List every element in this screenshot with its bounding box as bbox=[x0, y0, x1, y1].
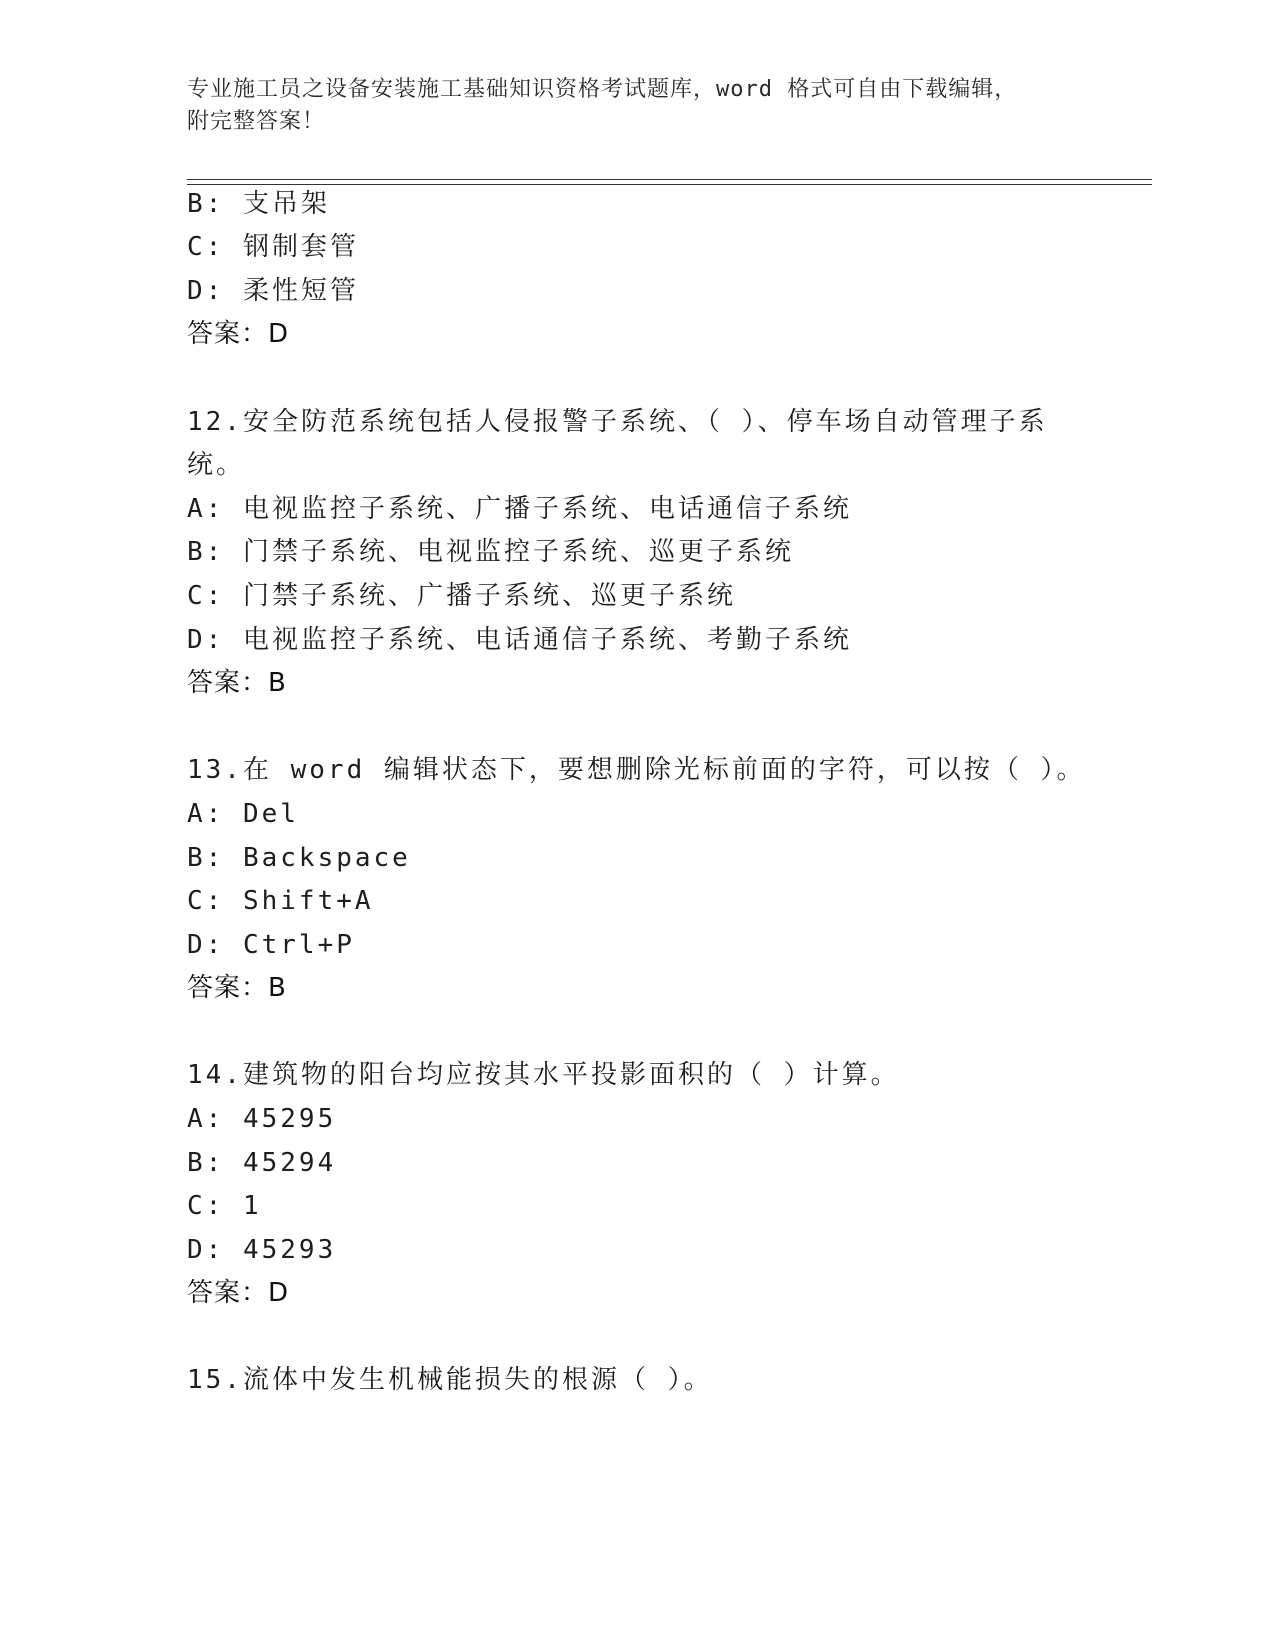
option-line: C: 门禁子系统、广播子系统、巡更子系统 bbox=[187, 581, 736, 611]
option-line: C: 钢制套管 bbox=[187, 232, 359, 262]
option-line: B: 门禁子系统、电视监控子系统、巡更子系统 bbox=[187, 537, 794, 567]
option-line: D: 柔性短管 bbox=[187, 276, 359, 306]
option-line: C: 1 bbox=[187, 1191, 262, 1221]
question-stem: 14.建筑物的阳台均应按其水平投影面积的（ ）计算。 bbox=[187, 1060, 900, 1090]
answer-line: 答案：D bbox=[187, 1278, 290, 1308]
option-line: D: 45293 bbox=[187, 1235, 337, 1265]
option-line: A: Del bbox=[187, 799, 299, 829]
option-line: D: Ctrl+P bbox=[187, 930, 355, 960]
answer-line: 答案：B bbox=[187, 973, 287, 1003]
header-line-1: 专业施工员之设备安装施工基础知识资格考试题库，word 格式可自由下载编辑， bbox=[187, 77, 1018, 102]
question-stem: 12.安全防范系统包括人侵报警子系统、（ ）、停车场自动管理子系 bbox=[187, 407, 1048, 437]
option-line: A: 45295 bbox=[187, 1104, 337, 1134]
header-divider-top bbox=[187, 179, 1152, 180]
document-header bbox=[187, 74, 1067, 138]
option-line: B: 45294 bbox=[187, 1148, 337, 1178]
question-stem: 15.流体中发生机械能损失的根源（ ）。 bbox=[187, 1365, 713, 1395]
header-divider-bottom bbox=[187, 184, 1152, 185]
option-line: B: Backspace bbox=[187, 843, 411, 873]
answer-line: 答案：B bbox=[187, 668, 287, 698]
option-line: C: Shift+A bbox=[187, 886, 374, 916]
header-line-2: 附完整答案！ bbox=[187, 109, 326, 134]
option-line: D: 电视监控子系统、电话通信子系统、考勤子系统 bbox=[187, 625, 852, 655]
question-stem-continued: 统。 bbox=[187, 450, 246, 480]
answer-line: 答案：D bbox=[187, 319, 290, 349]
option-line: A: 电视监控子系统、广播子系统、电话通信子系统 bbox=[187, 494, 852, 524]
question-stem: 13.在 word 编辑状态下，要想删除光标前面的字符，可以按（ ）。 bbox=[187, 755, 1086, 785]
option-line: B: 支吊架 bbox=[187, 189, 330, 219]
